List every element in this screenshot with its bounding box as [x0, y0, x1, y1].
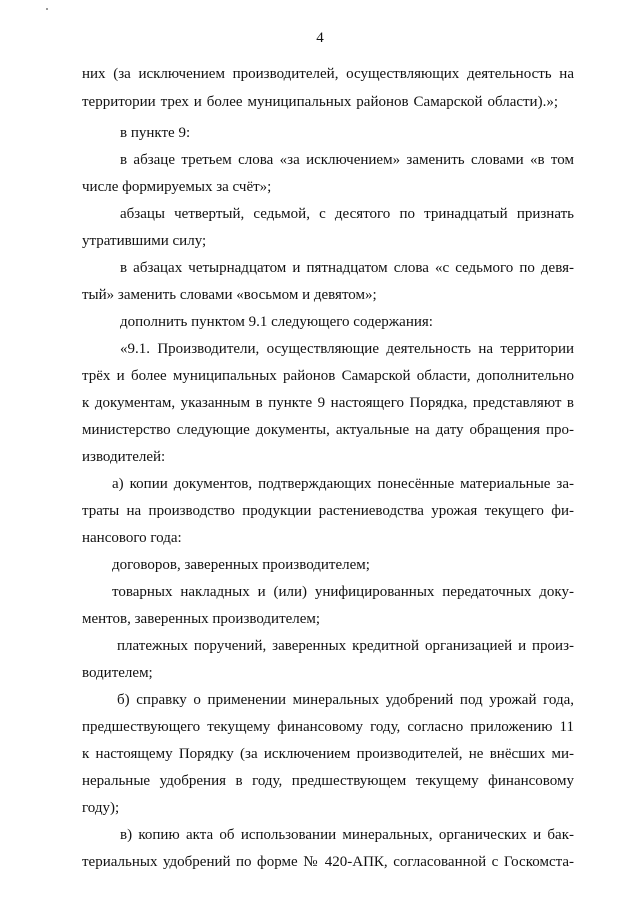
text-line-5: числе формируемых за счёт»; [82, 179, 272, 195]
page-number: 4 [316, 30, 324, 46]
text-line-1: них (за исключением производителей, осуществляющих деятельность на [82, 66, 574, 82]
text-line-13: к документам, указанным в пункте 9 настоящего Порядка, представляют в [82, 395, 574, 411]
text-line-12: трёх и более муниципальных районов Самарской области, дополнительно [82, 368, 574, 384]
text-line-21: ментов, заверенных производителем; [82, 611, 321, 627]
text-line-23: водителем; [82, 665, 153, 681]
text-line-24: б) справку о применении минеральных удобрений под урожай года, [117, 692, 574, 708]
text-line-14: министерство следующие документы, актуальные на дату обращения про- [82, 422, 574, 438]
text-line-6: абзацы четвертый, седьмой, с десятого по тринадцатый признать [120, 206, 574, 222]
text-line-18: нансового года: [82, 530, 182, 546]
text-line-10: дополнить пунктом 9.1 следующего содержания: [120, 314, 433, 330]
text-line-26: к настоящему Порядку (за исключением производителей, не внёсших ми- [82, 746, 574, 762]
text-line-20: товарных накладных и (или) унифицированных передаточных доку- [112, 584, 574, 600]
text-line-2: территории трех и более муниципальных районов Самарской области).»; [82, 94, 558, 110]
text-line-19: договоров, заверенных производителем; [112, 557, 370, 573]
text-line-7: утратившими силу; [82, 233, 207, 249]
text-line-17: траты на производство продукции растениеводства урожая текущего фи- [82, 503, 574, 519]
text-line-22: платежных поручений, заверенных кредитной организацией и произ- [117, 638, 574, 654]
text-line-4: в абзаце третьем слова «за исключением» заменить словами «в том [120, 152, 574, 168]
text-line-3: в пункте 9: [120, 125, 191, 141]
text-line-15: изводителей: [82, 449, 166, 465]
text-line-27: неральные удобрения в году, предшествующем текущему финансовому [82, 773, 574, 789]
text-line-29: в) копию акта об использовании минеральных, органических и бак- [120, 827, 574, 843]
text-line-28: году); [82, 800, 120, 816]
text-line-8: в абзацах четырнадцатом и пятнадцатом слова «с седьмого по девя- [120, 260, 574, 276]
text-line-11: «9.1. Производители, осуществляющие деятельность на территории [120, 341, 574, 357]
text-line-25: предшествующего текущему финансовому году, согласно приложению 11 [82, 719, 574, 735]
scan-mark [46, 8, 48, 10]
text-line-9: тый» заменить словами «восьмом и девятом»; [82, 287, 377, 303]
text-line-30: териальных удобрений по форме № 420-АПК, согласованной с Госкомста- [82, 854, 574, 870]
text-line-16: а) копии документов, подтверждающих понесённые материальные за- [112, 476, 574, 492]
